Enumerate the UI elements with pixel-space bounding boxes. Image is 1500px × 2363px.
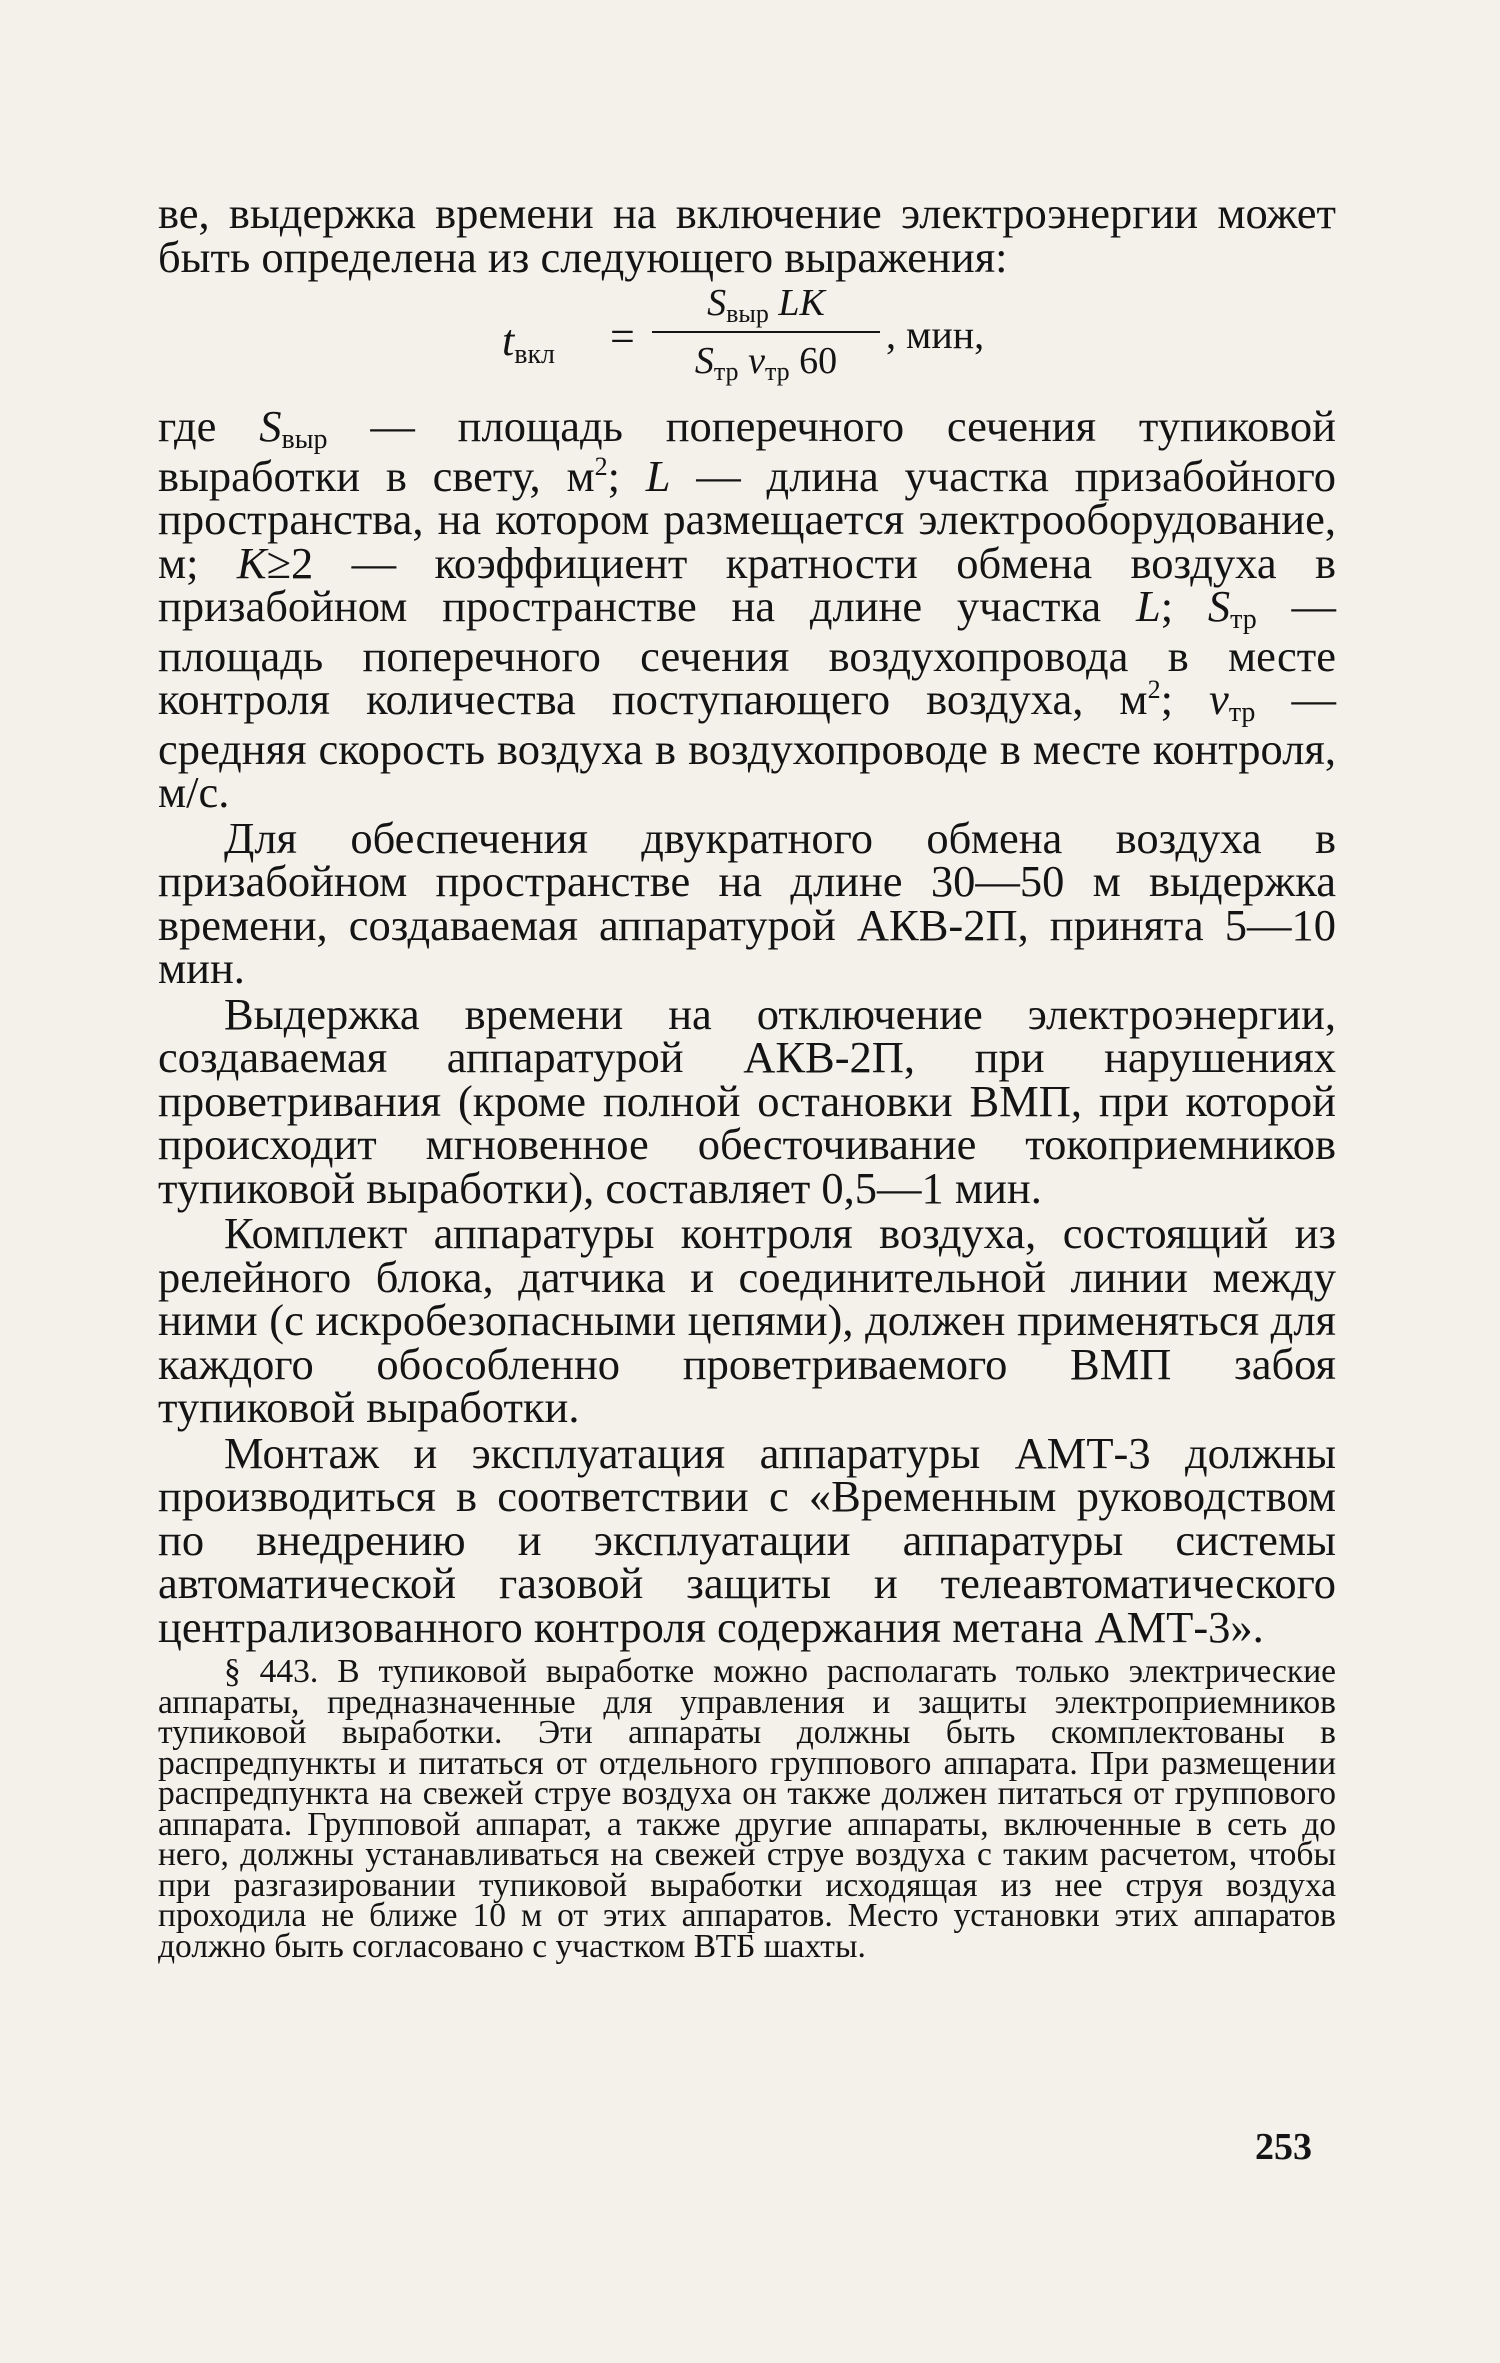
fraction-bar — [652, 331, 880, 333]
page-number: 253 — [1255, 2126, 1312, 2168]
time-delay-formula — [158, 281, 1336, 401]
paragraph-shutoff-delay: Выдержка времени на отключение электроэнергии, создаваемая аппаратурой АКВ-2П, при нарушениях проветривания (кроме полной остановки ВМП, при которой происходит мгновенное обесточивание токоприемников тупиковой выработки), составляет 0,5—1 мин. — [158, 988, 1336, 1213]
paragraph-air-control-kit: Комплект аппаратуры контроля воздуха, состоящий из релейного блока, датчика и соединительной линии между ними (с искробезопасными цепями), должен применяться для каждого обособленно проветриваемого ВМП забоя тупиковой выработки. — [158, 1208, 1336, 1432]
definitions-paragraph: где Sвыр — площадь поперечного сечения тупиковой выработки в свету, $м^2$; L — длина участка призабойного пространства, на котором размещается электрооборудование, м; K≥2 — коэффициент кратности обмена воздуха в призабойном пространстве на длине участка L; Sтр — площадь поперечного сечения воздухопровода в месте контроля количества поступающего воздуха, $м^2$; vтр — средняя скорость воздуха в воздухопроводе в месте контроля, м/с. — [158, 401, 1337, 817]
formula-unit: , мин, — [886, 312, 985, 357]
paragraph-double-exchange: Для обеспечения двукратного обмена воздуха в призабойном пространстве на длине 30—50 м выдержка времени, создаваемая аппаратурой АКВ-2П, принята 5—10 мин. — [158, 812, 1336, 993]
formula-lhs: tвкл — [502, 316, 556, 370]
page-content — [158, 188, 1337, 1965]
formula-denominator: Sтр vтр 60 — [694, 340, 838, 386]
section-443: § 443. В тупиковой выработке можно располагать только электрические аппараты, предназначенные для управления и защиты электроприемников тупиковой выработки. Эти аппараты должны быть скомплектованы в распредпункты и питаться от отдельного группового аппарата. При размещении распредпункта на свежей струе воздуха он также должен питаться от группового аппарата. Групповой аппарат, а также другие аппараты, включенные в сеть до него, должны устанавливаться на свежей струе воздуха с таким расчетом, чтобы при разгазировании тупиковой выработки исходящая из нее струя воздуха проходила не ближе 10 м от этих аппаратов. Место установки этих аппаратов должно быть согласовано с участком ВТБ шахты. — [158, 1653, 1336, 1965]
paragraph-amt3-installation: Монтаж и эксплуатация аппаратуры АМТ-3 должны производиться в соответствии с «Временным руководством по внедрению и эксплуатации аппаратуры системы автоматической газовой защиты и телеавтоматического централизованного контроля содержания метана АМТ-3». — [158, 1427, 1336, 1652]
formula-numerator: Sвыр LK — [707, 282, 825, 328]
formula-equals: = — [610, 312, 635, 361]
formula-fraction — [652, 281, 880, 386]
intro-paragraph: ве, выдержка времени на включение электроэнергии может быть определена из следующего выражения: — [158, 188, 1336, 282]
